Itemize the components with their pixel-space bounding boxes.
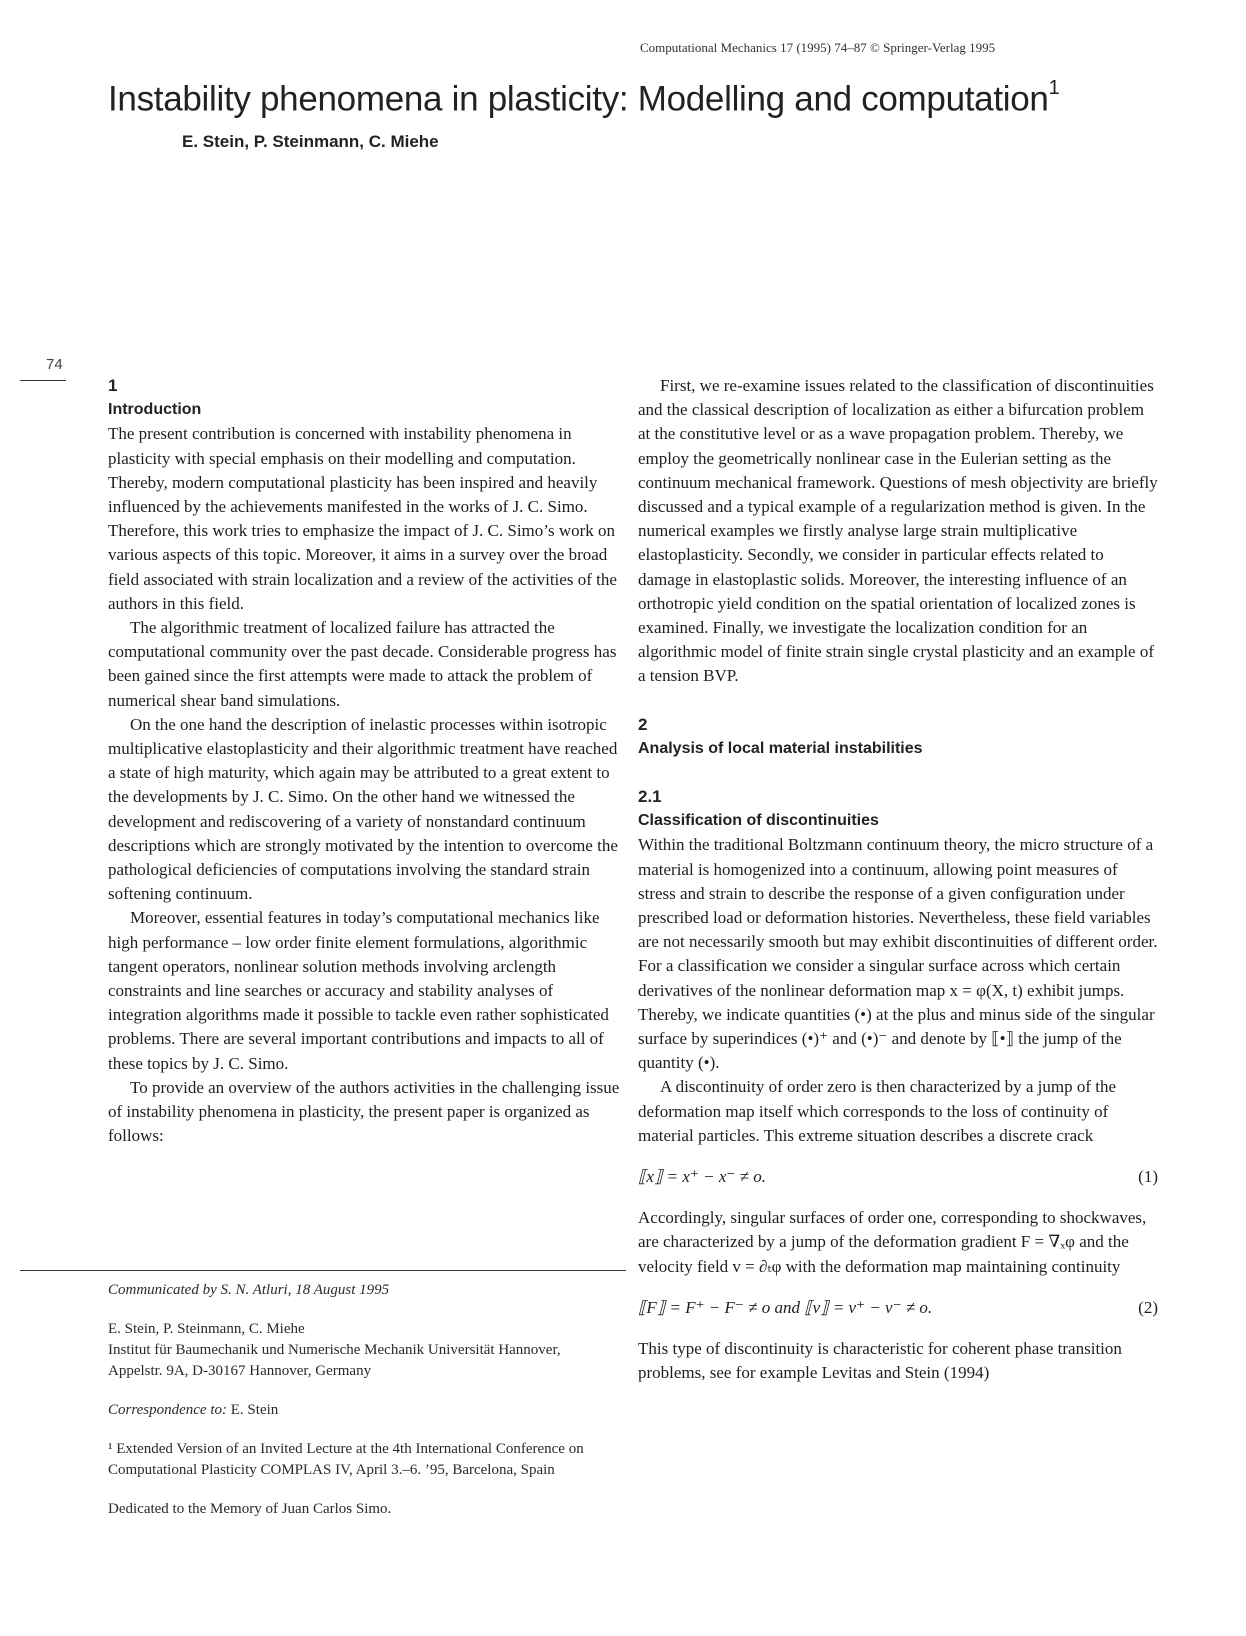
footer-notes bbox=[108, 1280, 618, 1520]
paragraph: This type of discontinuity is characteristic for coherent phase transition problems, see for example Levitas and Stein (1994) bbox=[638, 1338, 1122, 1382]
paragraph: A discontinuity of order zero is then characterized by a jump of the deformation map itself which corresponds to the loss of continuity of material particles. This extreme situation describes a discrete crack bbox=[638, 1077, 1117, 1145]
spacer bbox=[638, 1325, 1158, 1337]
title-footnote: ¹ Extended Version of an Invited Lecture at the 4th International Conference on Computational Plasticity COMPLAS IV, April 3.–6. ’95, Barcelona, Spain bbox=[108, 1441, 584, 1478]
equation-number: (1) bbox=[1138, 1167, 1158, 1187]
correspondence-label: Correspondence to: bbox=[108, 1402, 228, 1418]
dedication: Dedicated to the Memory of Juan Carlos Simo. bbox=[108, 1501, 392, 1517]
equation-body: ⟦F⟧ = F⁺ − F⁻ ≠ o and ⟦v⟧ = v⁺ − v⁻ ≠ o. bbox=[638, 1297, 933, 1317]
equation-body: ⟦x⟧ = x⁺ − x⁻ ≠ o. bbox=[638, 1167, 766, 1187]
author-list: E. Stein, P. Steinmann, C. Miehe bbox=[182, 132, 439, 151]
section-title: Analysis of local material instabilities bbox=[638, 739, 923, 757]
spacer bbox=[638, 761, 1158, 785]
paragraph: Moreover, essential features in today’s computational mechanics like high performance – low order finite element formulations, algorithmic tangent operators, nonlinear solution methods involving arclength constraints and line searches or accuracy and stability analyses of integration algorithms made it possible to tackle even rather sophisticated problems. There are several important contributions and impacts to all of these topics by J. C. Simo. bbox=[108, 908, 609, 1073]
paragraph: On the one hand the description of inelastic processes within isotropic multiplicative elastoplasticity and their algorithmic treatment have reached a state of high maturity, which again may be attributed to a great extent to the developments by J. C. Simo. On the other hand we witnessed the development and rediscovering of a variety of nonstandard continuum descriptions which are strongly motivated by the intention to overcome the pathological deficiencies of computations involving the standard strain softening continuum. bbox=[108, 714, 618, 904]
subsection-number: 2.1 bbox=[638, 787, 662, 807]
footer-authors: E. Stein, P. Steinmann, C. Miehe bbox=[108, 1321, 305, 1337]
page-number-rule bbox=[20, 380, 66, 381]
paper-title bbox=[108, 70, 1188, 122]
paragraph: To provide an overview of the authors activities in the challenging issue of instability phenomena in plasticity, the present paper is organized as follows: bbox=[108, 1077, 620, 1146]
spacer bbox=[638, 1279, 1158, 1291]
paragraph: Accordingly, singular surfaces of order one, corresponding to shockwaves, are characterized by a jump of the deformation gradient F = ∇ₓφ and the velocity field v = ∂ₜφ with the deformation map maintaining continuity bbox=[638, 1208, 1147, 1276]
section-number: 1 bbox=[108, 376, 118, 395]
spacer bbox=[108, 1301, 618, 1319]
left-column bbox=[108, 374, 626, 1149]
spacer bbox=[638, 689, 1158, 713]
title-footnote-mark: 1 bbox=[1048, 77, 1060, 99]
spacer bbox=[108, 1382, 618, 1400]
equation-1 bbox=[638, 1160, 1158, 1194]
section-title: Introduction bbox=[108, 401, 202, 419]
paragraph: Within the traditional Boltzmann continuum theory, the micro structure of a material is homogenized into a continuum, allowing point measures of stress and strain to describe the response of a given configuration under prescribed load or deformation histories. Nevertheless, these field variables are not necessarily smooth but may exhibit discontinuities of different order. For a classification we consider a singular surface across which certain derivatives of the nonlinear deformation map x = φ(X, t) exhibit jumps. Thereby, we indicate quantities (•) at the plus and minus side of the singular surface by superindices (•)⁺ and (•)⁻ and denote by ⟦•⟧ the jump of the quantity (•). bbox=[638, 835, 1158, 1073]
journal-citation: Computational Mechanics 17 (1995) 74–87 © Springer-Verlag 1995 bbox=[640, 40, 996, 55]
subsection-title: Classification of discontinuities bbox=[638, 812, 879, 830]
paragraph: The algorithmic treatment of localized failure has attracted the computational community over the past decade. Considerable progress has been gained since the first attempts were made to attack the problem of numerical shear band simulations. bbox=[108, 618, 617, 710]
page-number: 74 bbox=[46, 356, 63, 373]
spacer bbox=[638, 1148, 1158, 1160]
affiliation: Institut für Baumechanik und Numerische Mechanik Universität Hannover, Appelstr. 9A, D-30167 Hannover, Germany bbox=[108, 1342, 561, 1379]
spacer bbox=[108, 1421, 618, 1439]
correspondence-name: E. Stein bbox=[230, 1402, 279, 1418]
equation-2 bbox=[638, 1291, 1158, 1325]
paper-title-text: Instability phenomena in plasticity: Modelling and computation bbox=[108, 79, 1049, 119]
paragraph: First, we re-examine issues related to the classification of discontinuities and the classical description of localization as either a bifurcation problem at the constitutive level or as a wave propagation problem. Thereby, we employ the geometrically nonlinear case in the Eulerian setting as the continuum mechanical framework. Questions of mesh objectivity are briefly discussed and a typical example of a regularization method is given. In the numerical examples we firstly analyse large strain multiplicative elastoplasticity. Secondly, we consider in particular effects related to damage in elastoplastic solids. Moreover, the interesting influence of an orthotropic yield condition on the spatial orientation of localized zones is examined. Finally, we investigate the localization condition for an algorithmic model of finite strain single crystal plasticity and an example of a tension BVP. bbox=[638, 376, 1158, 686]
communicated-note: Communicated by S. N. Atluri, 18 August 1995 bbox=[108, 1282, 390, 1298]
right-column bbox=[638, 374, 1158, 1385]
paragraph: The present contribution is concerned with instability phenomena in plasticity with special emphasis on their modelling and computation. Thereby, modern computational plasticity has been inspired and heavily influenced by the achievements manifested in the works of J. C. Simo. Therefore, this work tries to emphasize the impact of J. C. Simo’s work on various aspects of this topic. Moreover, it aims in a survey over the broad field associated with strain localization and a review of the activities of the authors in this field. bbox=[108, 424, 617, 613]
spacer bbox=[638, 1194, 1158, 1206]
spacer bbox=[108, 1481, 618, 1499]
footer-rule bbox=[20, 1270, 626, 1271]
equation-number: (2) bbox=[1138, 1297, 1158, 1317]
section-number: 2 bbox=[638, 714, 648, 734]
correspondence bbox=[108, 1400, 618, 1421]
